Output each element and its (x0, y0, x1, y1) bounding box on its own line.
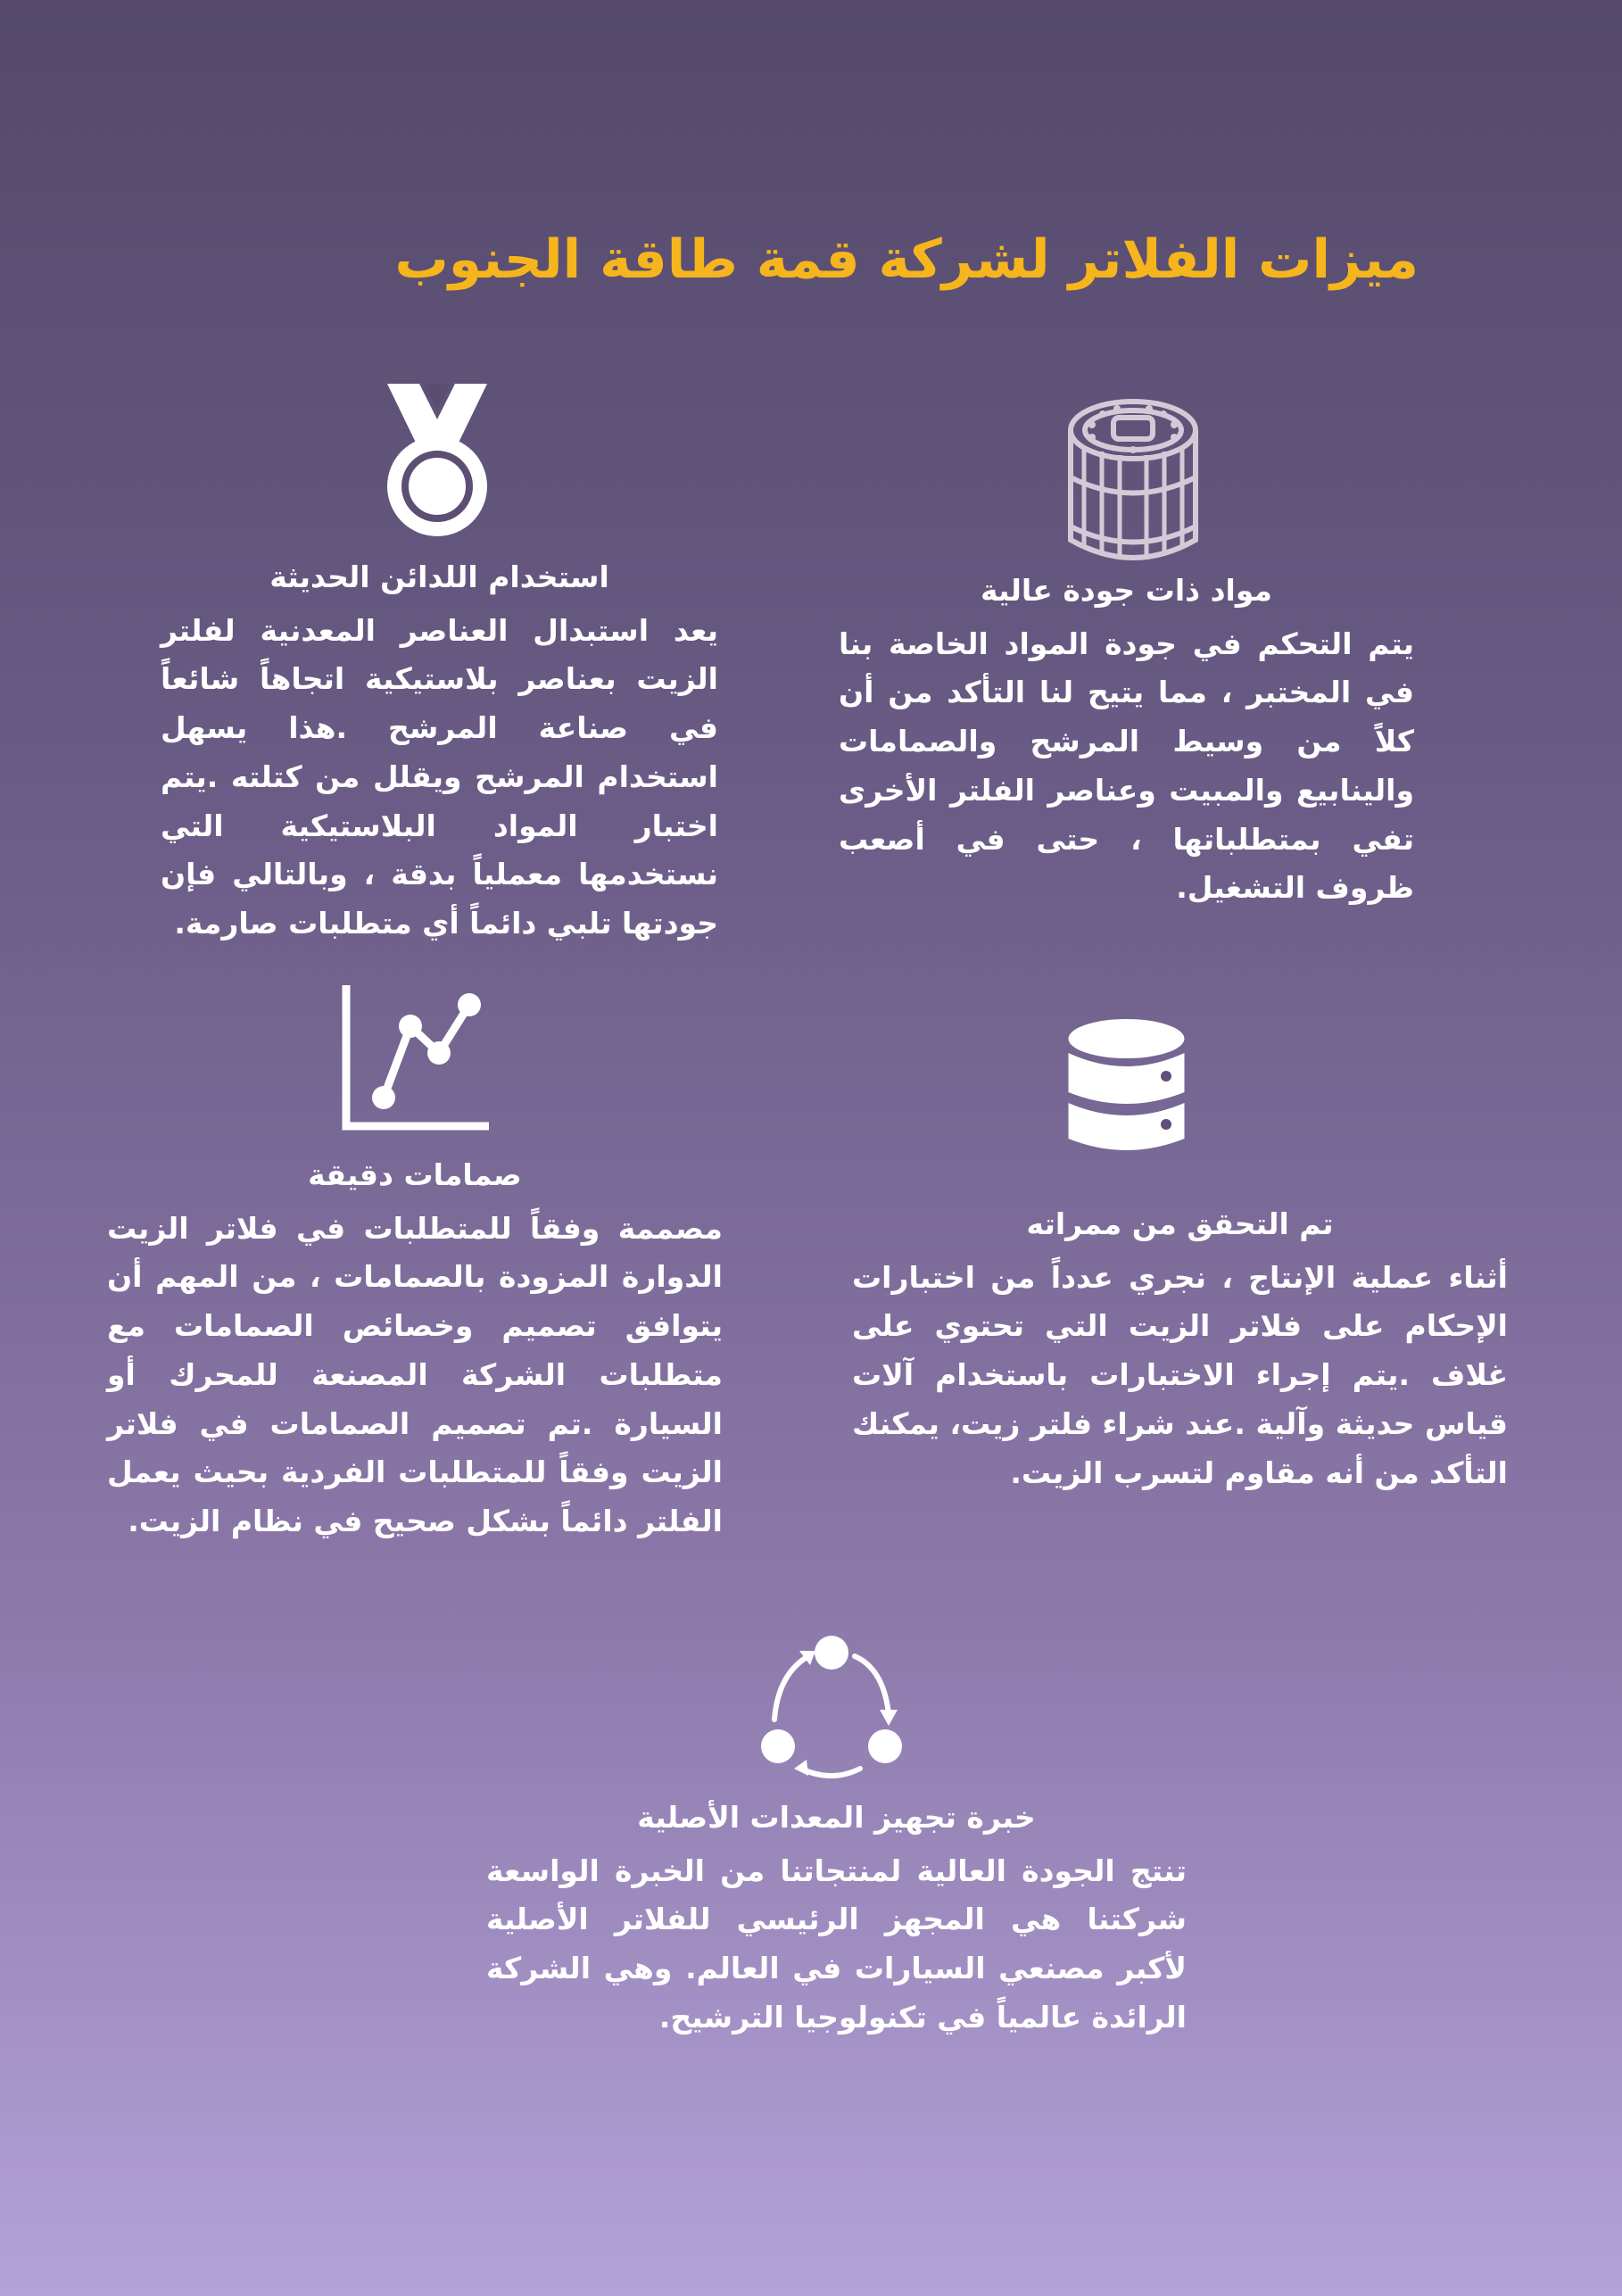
database-icon (1066, 1017, 1187, 1178)
feature-heading: خبرة تجهيز المعدات الأصلية (637, 1800, 1036, 1835)
feature-body: يتم التحكم في جودة المواد الخاصة بنا في المختبر ، مما يتيح لنا التأكد من أن كلاً من وسيط المرشح والصمامات والينابيع والمبيت وعناصر الفلتر الأخرى تفي بمتطلباتها ، حتى في أصعب ظروف التشغيل. (839, 626, 1414, 906)
feature-oem-experience (486, 1798, 1187, 2043)
feature-heading: مواد ذات جودة عالية (981, 573, 1272, 608)
feature-heading: استخدام اللدائن الحديثة (269, 559, 609, 594)
feature-body: أثناء عملية الإنتاج ، نجري عدداً من اختبارات الإحكام على فلاتر الزيت التي تحتوي على غلاف .يتم إجراء الاختبارات باستخدام آلات قياس حديثة وآلية .عند شراء فلتر زيت، يمكنك التأكد من أنه مقاوم لتسرب الزيت. (852, 1259, 1508, 1490)
oil-filter-icon (1062, 393, 1204, 571)
feature-body: تنتج الجودة العالية لمنتجاتنا من الخبرة الواسعة شركتنا هي المجهز الرئيسي للفلاتر الأصلية لأكبر مصنعي السيارات في العالم. وهي الشركة الرائدة عالمياً في تكنولوجيا الترشيح. (486, 1853, 1187, 2035)
feature-precise-valves (107, 1156, 723, 1546)
medal-icon (384, 384, 491, 540)
line-chart-icon (339, 982, 491, 1133)
feature-body: مصممة وفقاً للمتطلبات في فلاتر الزيت الدوارة المزودة بالصمامات ، من المهم أن يتوافق تصميم وخصائص الصمامات مع متطلبات الشركة المصنعة للمحرك أو السيارة .تم تصميم الصمامات في فلاتر الزيت وفقاً للمتطلبات الفردية بحيث يعمل الفلتر دائماً بشكل صحيح في نظام الزيت. (107, 1210, 723, 1539)
feature-heading: صمامات دقيقة (308, 1157, 522, 1192)
feature-body: يعد استبدال العناصر المعدنية لفلتر الزيت بعناصر بلاستيكية اتجاهاً شائعاً في صناعة المرشح .هذا يسهل استخدام المرشح ويقلل من كتلته .يتم اختبار المواد البلاستيكية التي نستخدمها معملياً بدقة ، وبالتالي فإن جودتها تلبي دائماً أي متطلبات صارمة. (161, 612, 718, 941)
feature-heading: تم التحقق من ممراته (1026, 1206, 1334, 1241)
feature-modern-plastics (161, 558, 718, 949)
page-title: ميزات الفلاتر لشركة قمة طاقة الجنوب (394, 228, 1419, 291)
cycle-icon (758, 1633, 906, 1780)
feature-verified-passages (852, 1205, 1508, 1497)
feature-high-quality-materials (839, 571, 1414, 913)
